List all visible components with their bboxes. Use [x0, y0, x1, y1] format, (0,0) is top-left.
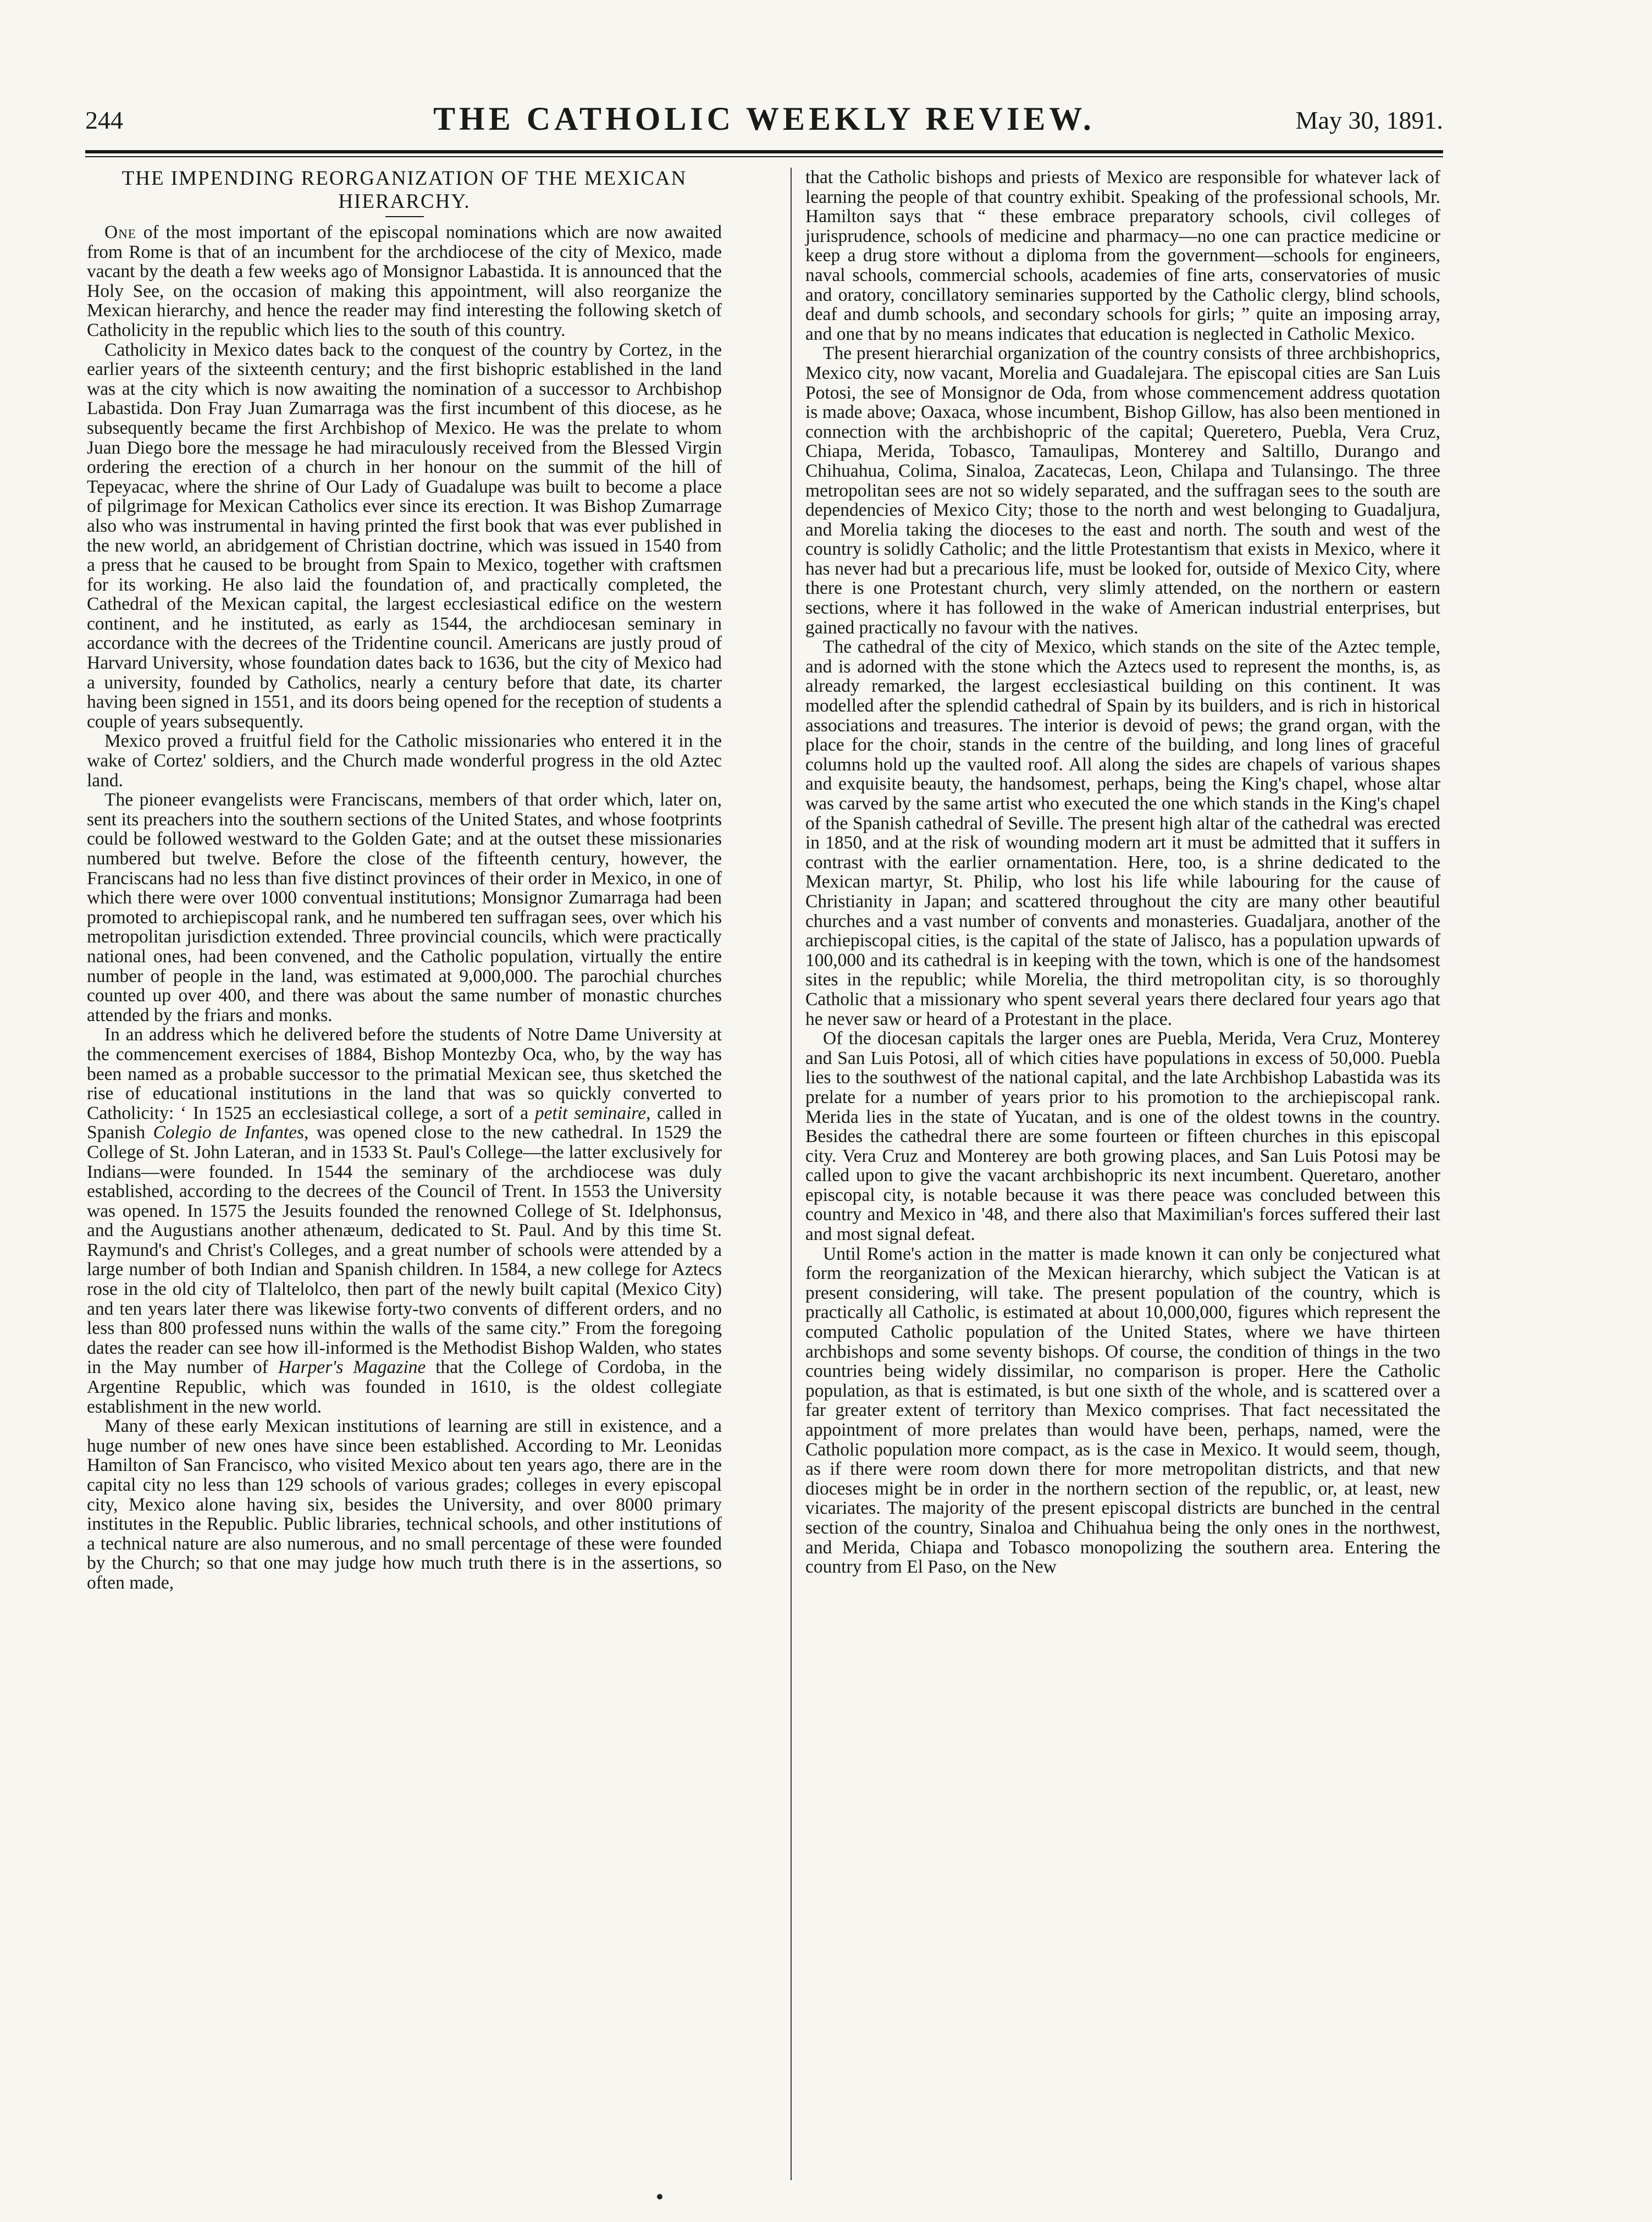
- paragraph-text: In an address which he delivered before the students of Notre Dame University at the commencement exercises of 1884, Bishop Montezby Oca, who, by the way has been named as a probable successor to the primatial Mexican see, thus sketched the rise of educational institutions in the land that was so quickly converted to Catholicity: ‘ In 1525 an ecclesiastical college, a sort of a: [87, 1024, 722, 1123]
- left-column: [87, 168, 722, 1593]
- column-divider: [791, 168, 792, 2180]
- paragraph: The pioneer evangelists were Franciscans, members of that order which, later on, sent its preachers into the southern sections of the United States, and whose footprints could be followed westward to the Golden Gate; and at the outset these missionaries numbered but twelve. Before the close of the fifteenth century, however, the Franciscans had no less than five distinct provinces of their order in Mexico, in one of which there were over 1000 conventual institutions; Monsignor Zumarraga had been promoted to archiepiscopal rank, and he numbered ten suffragan sees, over which his metropolitan jurisdiction extended. Three provincial councils, which were practically national ones, had been convened, and the Catholic population, virtually the entire number of people in the land, was estimated at 9,000,000. The parochial churches counted up over 400, and there was about the same number of monastic churches attended by the friars and monks.: [87, 790, 722, 1025]
- opening-word: One: [104, 222, 136, 242]
- paragraph: Mexico proved a fruitful field for the Catholic missionaries who entered it in the wake of Cortez' soldiers, and the Church made wonderful progress in the old Aztec land.: [87, 731, 722, 791]
- header-rule: [85, 150, 1443, 153]
- right-column: [805, 168, 1440, 1577]
- paragraph: [87, 223, 722, 340]
- paragraph: that the Catholic bishops and priests of Mexico are responsible for whatever lack of learning the people of that country exhibit. Speaking of the professional schools, Mr. Hamilton says that “ these embrace preparatory schools, civil colleges of jurisprudence, schools of medicine and pharmacy—no one can practice medicine or keep a drug store without a diploma from the government—schools for engineers, naval schools, commercial schools, academies of fine arts, conservatories of music and oratory, concillatory seminaries supported by the Catholic clergy, blind schools, deaf and dumb schools, and secondary schools for girls; ” quite an imposing array, and one that by no means indicates that education is neglected in Catholic Mexico.: [805, 167, 1440, 344]
- paragraph: Until Rome's action in the matter is made known it can only be conjectured what form the reorganization of the Mexican hierarchy, which subject the Vatican is at present considering, will take. The present population of the country, which is practically all Catholic, is estimated at about 10,000,000, figures which represent the computed Catholic population of the United States, where we have thirteen archbishops and some seventy bishops. Of course, the condition of things in the two countries being widely dissimilar, no comparison is proper. Here the Catholic population, as that is estimated, is but one sixth of the whole, and is scattered over a far greater extent of territory than Mexico comprises. That fact necessitated the appointment of more prelates than would have been, perhaps, named, were the Catholic population more compact, as is the case in Mexico. It would seem, though, as if there were room down there for more metropolitan districts, and that new dioceses might be in order in the northern section of the republic, or, at least, new vicariates. The majority of the present episcopal districts are bunched in the central section of the country, Sinaloa and Chihuahua being the only ones in the northwest, and Merida, Chiapa and Tobasco monopolizing the southern area. Entering the country from El Paso, on the New: [805, 1243, 1440, 1578]
- paragraph: The present hierarchial organization of the country consists of three archbishoprics, Mexico city, now vacant, Morelia and Guadalejara. The episcopal cities are San Luis Potosi, the see of Monsignor de Oda, from whose commencement address quotation is made above; Oaxaca, whose incumbent, Bishop Gillow, has also been mentioned in connection with the archbishopric of the capital; Queretero, Puebla, Vera Cruz, Chiapa, Merida, Tobasco, Tamaulipas, Monterey and Saltillo, Durango and Chihuahua, Colima, Sinaloa, Zacatecas, Leon, Chilapa and Tulansingo. The three metropolitan sees are not so widely separated, and the suffragan sees to the south are dependencies of Mexico City; those to the north and west belonging to Guadaljura, and Morelia taking the dioceses to the east and north. The south and west of the country is solidly Catholic; and the little Protestantism that exists in Mexico, where it has never had but a precarious life, must be looked for, outside of Mexico City, where there is one Protestant church, very slimly attended, on the northern or eastern sections, where it has followed in the wake of American industrial enterprises, but gained practically no favour with the natives.: [805, 343, 1440, 638]
- paragraph-text: that the College of Cordoba, in the Argentine Republic, which was founded in 1610, is the oldest collegiate establishment in the new world.: [87, 1357, 722, 1417]
- ink-speck: [657, 2194, 662, 2199]
- paragraph: Many of these early Mexican institutions of learning are still in existence, and a huge number of new ones have since been established. According to Mr. Leonidas Hamilton of San Francisco, who visited Mexico about ten years ago, there are in the capital city no less than 129 schools of various grades; colleges in every episcopal city, Mexico alone having six, besides the University, and over 8000 primary institutes in the Republic. Public libraries, technical schools, and other institutions of a technical nature are also numerous, and no small percentage of these were founded by the Church; so that one may judge how much truth there is in the assertions, so often made,: [87, 1416, 722, 1593]
- article-title-line2: HIERARCHY.: [338, 190, 471, 213]
- italic-phrase: petit seminaire: [534, 1102, 647, 1123]
- paragraph-text: , was opened close to the new cathedral. In 1529 the College of St. John Lateran, and in 1533 St. Paul's College—the latter exclusively for Indians—were founded. In 1544 the seminary of the archdiocese was duly established, according to the decrees of the Council of Trent. In 1553 the University was opened. In 1575 the Jesuits founded the renowned College of St. Idelphonsus, and the Augustians another athenæum, dedicated to St. Paul. And by this time St. Raymund's and Christ's Colleges, and a great number of schools were attended by a large number of both Indian and Spanish children. In 1584, a new college for Aztecs rose in the old city of Tlaltelolco, then part of the newly built capital (Mexico City) and ten years later there was likewise forty-two convents of different orders, and no less than 800 professed nuns within the walls of the same city.” From the foregoing dates the reader can see how ill-informed is the Methodist Bishop Walden, who states in the May number of: [87, 1122, 722, 1378]
- article-title-line1: THE IMPENDING REORGANIZATION OF THE MEXICAN: [121, 167, 687, 190]
- paragraph-text: , called in Spanish: [87, 1102, 722, 1143]
- page-number: 244: [85, 106, 123, 134]
- paragraph: The cathedral of the city of Mexico, which stands on the site of the Aztec temple, and is adorned with the stone which the Aztecs used to represent the months, is, as already remarked, the largest ecclesiastical building on this continent. It was modelled after the splendid cathedral of Spain by its builders, and is rich in historical associations and treasures. The interior is devoid of pews; the grand organ, with the place for the choir, stands in the centre of the building, and long lines of graceful columns hold up the vaulted roof. All along the sides are chapels of various shapes and exquisite beauty, the handsomest, perhaps, being the King's chapel, whose altar was carved by the same artist who executed the one which stands in the King's chapel of the Spanish cathedral of Seville. The present high altar of the cathedral was erected in 1850, and at the risk of wounding modern art it must be admitted that it suffers in contrast with the earlier ornamentation. Here, too, is a shrine dedicated to the Mexican martyr, St. Philip, who lost his life while labouring for the cause of Christianity in Japan; and scattered throughout the city are many other beautiful churches and a vast number of convents and monasteries. Guadaljara, another of the archiepiscopal cities, is the capital of the state of Jalisco, has a population upwards of 100,000 and its cathedral is in keeping with the town, which is one of the handsomest sites in the republic; while Morelia, the third metropolitan city, is so thoroughly Catholic that a missionary who spent several years there declared four years ago that he never saw or heard of a Protestant in the place.: [805, 637, 1440, 1029]
- italic-phrase: Harper's Magazine: [278, 1357, 426, 1378]
- page-header: [85, 98, 1443, 150]
- header-rule-thin: [85, 156, 1443, 157]
- paragraph: [87, 1025, 722, 1416]
- paragraph: Of the diocesan capitals the larger ones are Puebla, Merida, Vera Cruz, Monterey and San Luis Potosi, all of which cities have populations in excess of 50,000. Puebla lies to the southwest of the national capital, and the late Archbishop Labastida was its prelate for a number of years prior to his promotion to the archiepiscopal rank. Merida lies in the state of Yucatan, and is one of the oldest towns in the country. Besides the cathedral there are some fourteen or fifteen churches in this episcopal city. Vera Cruz and Monterey are both growing places, and San Luis Potosi may be called upon to give the vacant archbishopric its next incumbent. Queretaro, another episcopal city, is notable because it was there peace was concluded between this country and Mexico in '48, and there also that Maximilian's forces suffered their last and most signal defeat.: [805, 1028, 1440, 1245]
- paragraph: Catholicity in Mexico dates back to the conquest of the country by Cortez, in the earlier years of the sixteenth century; and the first bishopric established in the land was at the city which is now awaiting the nomination of a successor to Archbishop Labastida. Don Fray Juan Zumarraga was the first incumbent of this diocese, as he subsequently became the first Archbishop of Mexico. He was the prelate to whom Juan Diego bore the message he had miraculously received from the Blessed Virgin ordering the erection of a church in her honour on the summit of the hill of Tepeyacac, where the shrine of Our Lady of Guadalupe was built to become a place of pilgrimage for Mexican Catholics ever since its erection. It was Bishop Zumarrage also who was instrumental in having printed the first book that was ever published in the new world, an abridgement of Christian doctrine, which was issued in 1540 from a press that he caused to be brought from Spain to Mexico, together with craftsmen for its working. He also laid the foundation of, and practically completed, the Cathedral of the Mexican capital, the largest ecclesiastical edifice on the western continent, and he instituted, as early as 1544, the archdiocesan seminary in accordance with the decrees of the Tridentine council. Americans are justly proud of Harvard University, whose foundation dates back to 1636, but the city of Mexico had a university, founded by Catholics, nearly a century before that date, its charter having been signed in 1551, and its doors being opened for the reception of students a couple of years subsequently.: [87, 339, 722, 732]
- issue-date: May 30, 1891.: [1295, 106, 1443, 134]
- masthead: THE CATHOLIC WEEKLY REVIEW.: [433, 101, 1095, 137]
- title-rule: [385, 216, 424, 217]
- italic-phrase: Colegio de Infantes: [153, 1122, 304, 1143]
- paragraph-text: of the most important of the episcopal nominations which are now awaited from Rome is that of an incumbent for the archdiocese of the city of Mexico, made vacant by the death a few weeks ago of Monsignor Labastida. It is announced that the Holy See, on the occasion of making this appointment, will also reorganize the Mexican hierarchy, and hence the reader may find interesting the following sketch of Catholicity in the republic which lies to the south of this country.: [87, 222, 722, 340]
